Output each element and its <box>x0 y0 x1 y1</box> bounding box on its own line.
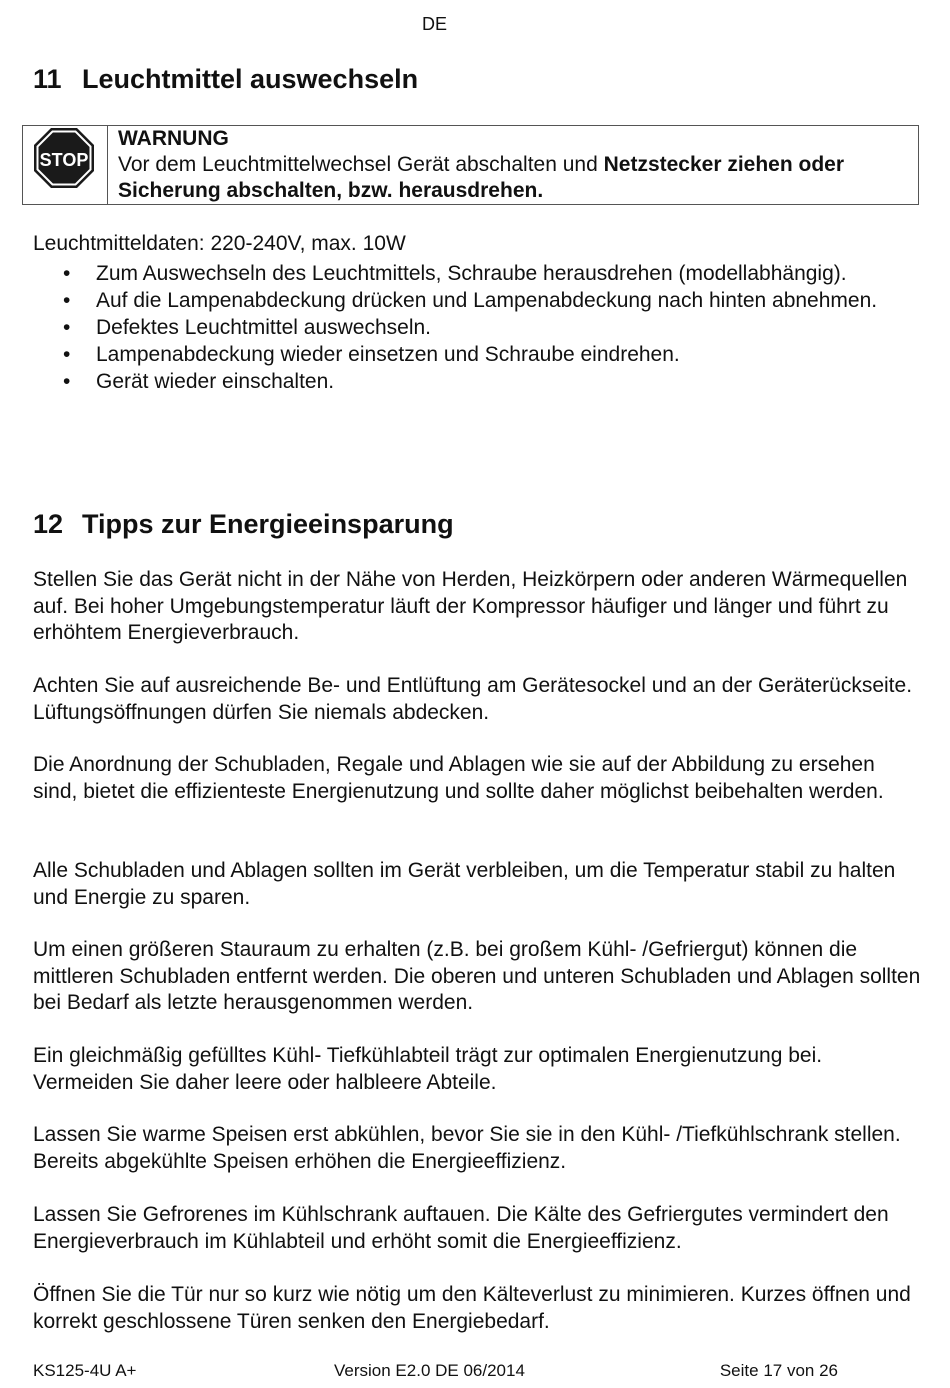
paragraph: Ein gleichmäßig gefülltes Kühl- Tiefkühlabteil trägt zur optimalen Energienutzung bei. Vermeiden Sie daher leere oder halbleere Abteile. <box>33 1044 823 1094</box>
replacement-steps-list <box>33 260 923 395</box>
lamp-specs: Leuchtmitteldaten: 220-240V, max. 10W <box>33 232 406 255</box>
warning-text-plain: Vor dem Leuchtmittelwechsel Gerät abschalten und <box>118 153 604 176</box>
paragraph: Lassen Sie warme Speisen erst abkühlen, bevor Sie sie in den Kühl- /Tiefkühlschrank stellen. Bereits abgekühlte Speisen erhöhen die Energieeffizienz. <box>33 1123 901 1173</box>
paragraph: Alle Schubladen und Ablagen sollten im Gerät verbleiben, um die Temperatur stabil zu halten und Energie zu sparen. <box>33 859 896 909</box>
warning-text <box>118 126 908 204</box>
section-title: Leuchtmittel auswechseln <box>82 64 419 94</box>
section-12-heading <box>33 509 454 540</box>
list-item: • Auf die Lampenabdeckung drücken und Lampenabdeckung nach hinten abnehmen. <box>33 287 923 314</box>
stop-sign-text: STOP <box>39 150 89 170</box>
page-language-label: DE <box>421 14 447 34</box>
section-number: 12 <box>33 509 64 539</box>
paragraph: Die Anordnung der Schubladen, Regale und Ablagen wie sie auf der Abbildung zu ersehen sind, bietet die effizienteste Energienutzung und sollte daher möglichst beibehalten werden. <box>33 753 884 803</box>
paragraph: Lassen Sie Gefrorenes im Kühlschrank auftauen. Die Kälte des Gefriergutes vermindert den Energieverbrauch im Kühlabteil und erhöht somit die Energieeffizienz. <box>33 1203 889 1253</box>
section-11-heading <box>33 64 418 95</box>
list-item: • Gerät wieder einschalten. <box>33 368 923 395</box>
list-item: • Defektes Leuchtmittel auswechseln. <box>33 314 923 341</box>
stop-sign-icon <box>32 126 96 190</box>
warning-icon-cell <box>23 126 108 204</box>
footer-model: KS125-4U A+ <box>33 1361 137 1380</box>
paragraph: Achten Sie auf ausreichende Be- und Entlüftung am Gerätesockel und an der Geräterückseite. Lüftungsöffnungen dürfen Sie niemals abdecken. <box>33 674 913 724</box>
footer-page-number: Seite 17 von 26 <box>719 1361 838 1380</box>
section-number: 11 <box>33 64 62 94</box>
warning-title: WARNUNG <box>118 127 229 150</box>
footer-version: Version E2.0 DE 06/2014 <box>334 1361 525 1380</box>
paragraph: Öffnen Sie die Tür nur so kurz wie nötig um den Kälteverlust zu minimieren. Kurzes öffnen und korrekt geschlossene Türen senken den Energiebedarf. <box>33 1283 911 1333</box>
paragraph: Um einen größeren Stauraum zu erhalten (z.B. bei großem Kühl- /Gefriergut) können die mittleren Schubladen entfernt werden. Die oberen und unteren Schubladen und Ablagen sollten bei Bedarf als letzte herausgenommen werden. <box>33 938 921 1014</box>
warning-text-bold: Netzstecker ziehen oder Sicherung abschalten, bzw. herausdrehen. <box>118 153 845 202</box>
section-title: Tipps zur Energieeinsparung <box>82 509 454 539</box>
warning-box <box>22 125 919 205</box>
paragraph: Stellen Sie das Gerät nicht in der Nähe von Herden, Heizkörpern oder anderen Wärmequellen auf. Bei hoher Umgebungstemperatur läuft der Kompressor häufiger und länger und führt zu erhöhtem Energieverbrauch. <box>33 568 908 644</box>
list-item: • Lampenabdeckung wieder einsetzen und Schraube eindrehen. <box>33 341 923 368</box>
list-item: • Zum Auswechseln des Leuchtmittels, Schraube herausdrehen (modellabhängig). <box>33 260 923 287</box>
